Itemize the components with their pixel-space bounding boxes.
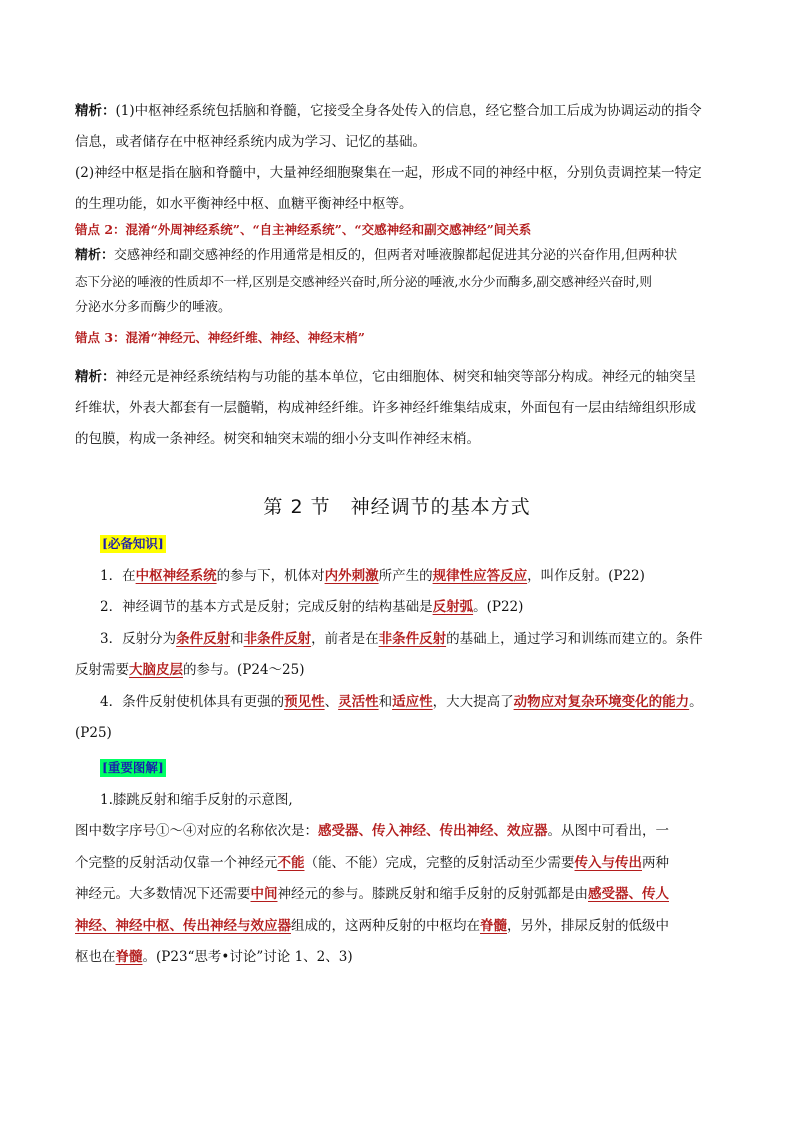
diagram-item-1: 1.膝跳反射和缩手反射的示意图,: [100, 792, 293, 808]
knowledge-item-2: 2．神经调节的基本方式是反射；完成反射的结构基础是反射弧。(P22): [100, 599, 524, 615]
diagram-text-line-4: 神经、神经中枢、传出神经与效应器组成的，这两种反射的中枢均在脊髓，另外，排尿反射的低级中: [75, 918, 669, 934]
diagram-text-line-1: 图中数字序号①～④对应的名称依次是：感受器、传入神经、传出神经、效应器。从图中可看出，一: [75, 823, 669, 839]
section-title: 第 2 节 神经调节的基本方式: [263, 496, 531, 518]
diagram-tag: [重要图解]: [102, 760, 164, 775]
analysis-4-line-1: 精析：神经元是神经系统结构与功能的基本单位，它由细胞体、树突和轴突等部分构成。神经元的轴突呈: [75, 369, 696, 385]
diagram-text-line-3: 神经元。大多数情况下还需要中间神经元的参与。膝跳反射和缩手反射的反射弧都是由感受器、传人: [75, 886, 669, 902]
knowledge-item-4-line-2: (P25): [75, 725, 112, 741]
analysis-3-line-3: 分泌水分多而酶少的唾液。: [75, 300, 232, 315]
knowledge-item-3-line-1: 3．反射分为条件反射和非条件反射，前者是在非条件反射的基础上，通过学习和训练而建立的。条件: [100, 631, 703, 647]
analysis-1-line-2: 信息，或者储存在中枢神经系统内成为学习、记忆的基础。: [75, 134, 426, 150]
diagram-text-line-5: 枢也在脊髓。(P23“思考•讨论”讨论 1、2、3): [75, 949, 353, 965]
analysis-2-line-1: (2)神经中枢是指在脑和脊髓中，大量神经细胞聚集在一起，形成不同的神经中枢，分别负责调控某一特定: [75, 165, 702, 181]
analysis-4-line-2: 纤维状，外表大都套有一层髓鞘，构成神经纤维。许多神经纤维集结成束，外面包有一层由结缔组织形成: [75, 400, 696, 416]
analysis-3-line-2: 态下分泌的唾液的性质却不一样,区别是交感神经兴奋时,所分泌的唾液,水分少而酶多,副交感神经兴奋时,则: [75, 274, 652, 289]
analysis-2-line-2: 的生理功能，如水平衡神经中枢、血糖平衡神经中枢等。: [75, 196, 413, 212]
diagram-text-line-2: 个完整的反射活动仅靠一个神经元不能（能、不能）完成，完整的反射活动至少需要传入与传出两种: [75, 855, 669, 871]
knowledge-item-1: 1．在中枢神经系统的参与下，机体对内外刺激所产生的规律性应答反应，叫作反射。(P22): [100, 568, 645, 584]
diagram-tag-row: [100, 753, 750, 784]
analysis-3-line-1: 精析：交感神经和副交感神经的作用通常是相反的，但两者对唾液腺都起促进其分泌的兴奋作用,但两种状: [75, 248, 678, 263]
knowledge-tag: [必备知识]: [102, 536, 164, 551]
error-point-2-heading: 错点 2：混淆“外周神经系统”、“自主神经系统”、“交感神经和副交感神经”间关系: [75, 222, 532, 237]
analysis-4-line-3: 的包膜，构成一条神经。树突和轴突末端的细小分支叫作神经末梢。: [75, 431, 480, 447]
knowledge-item-4-line-1: 4．条件反射使机体具有更强的预见性、灵活性和适应性，大大提高了动物应对复杂环境变化的能力。: [100, 694, 703, 710]
knowledge-tag-row: [100, 529, 750, 560]
error-point-3-heading: 错点 3：混淆“神经元、神经纤维、神经、神经末梢”: [75, 330, 365, 345]
analysis-1-line-1: 精析：(1)中枢神经系统包括脑和脊髓，它接受全身各处传入的信息，经它整合加工后成为协调运动的指令: [75, 103, 702, 119]
knowledge-item-3-line-2: 反射需要大脑皮层的参与。(P24～25): [75, 662, 305, 678]
